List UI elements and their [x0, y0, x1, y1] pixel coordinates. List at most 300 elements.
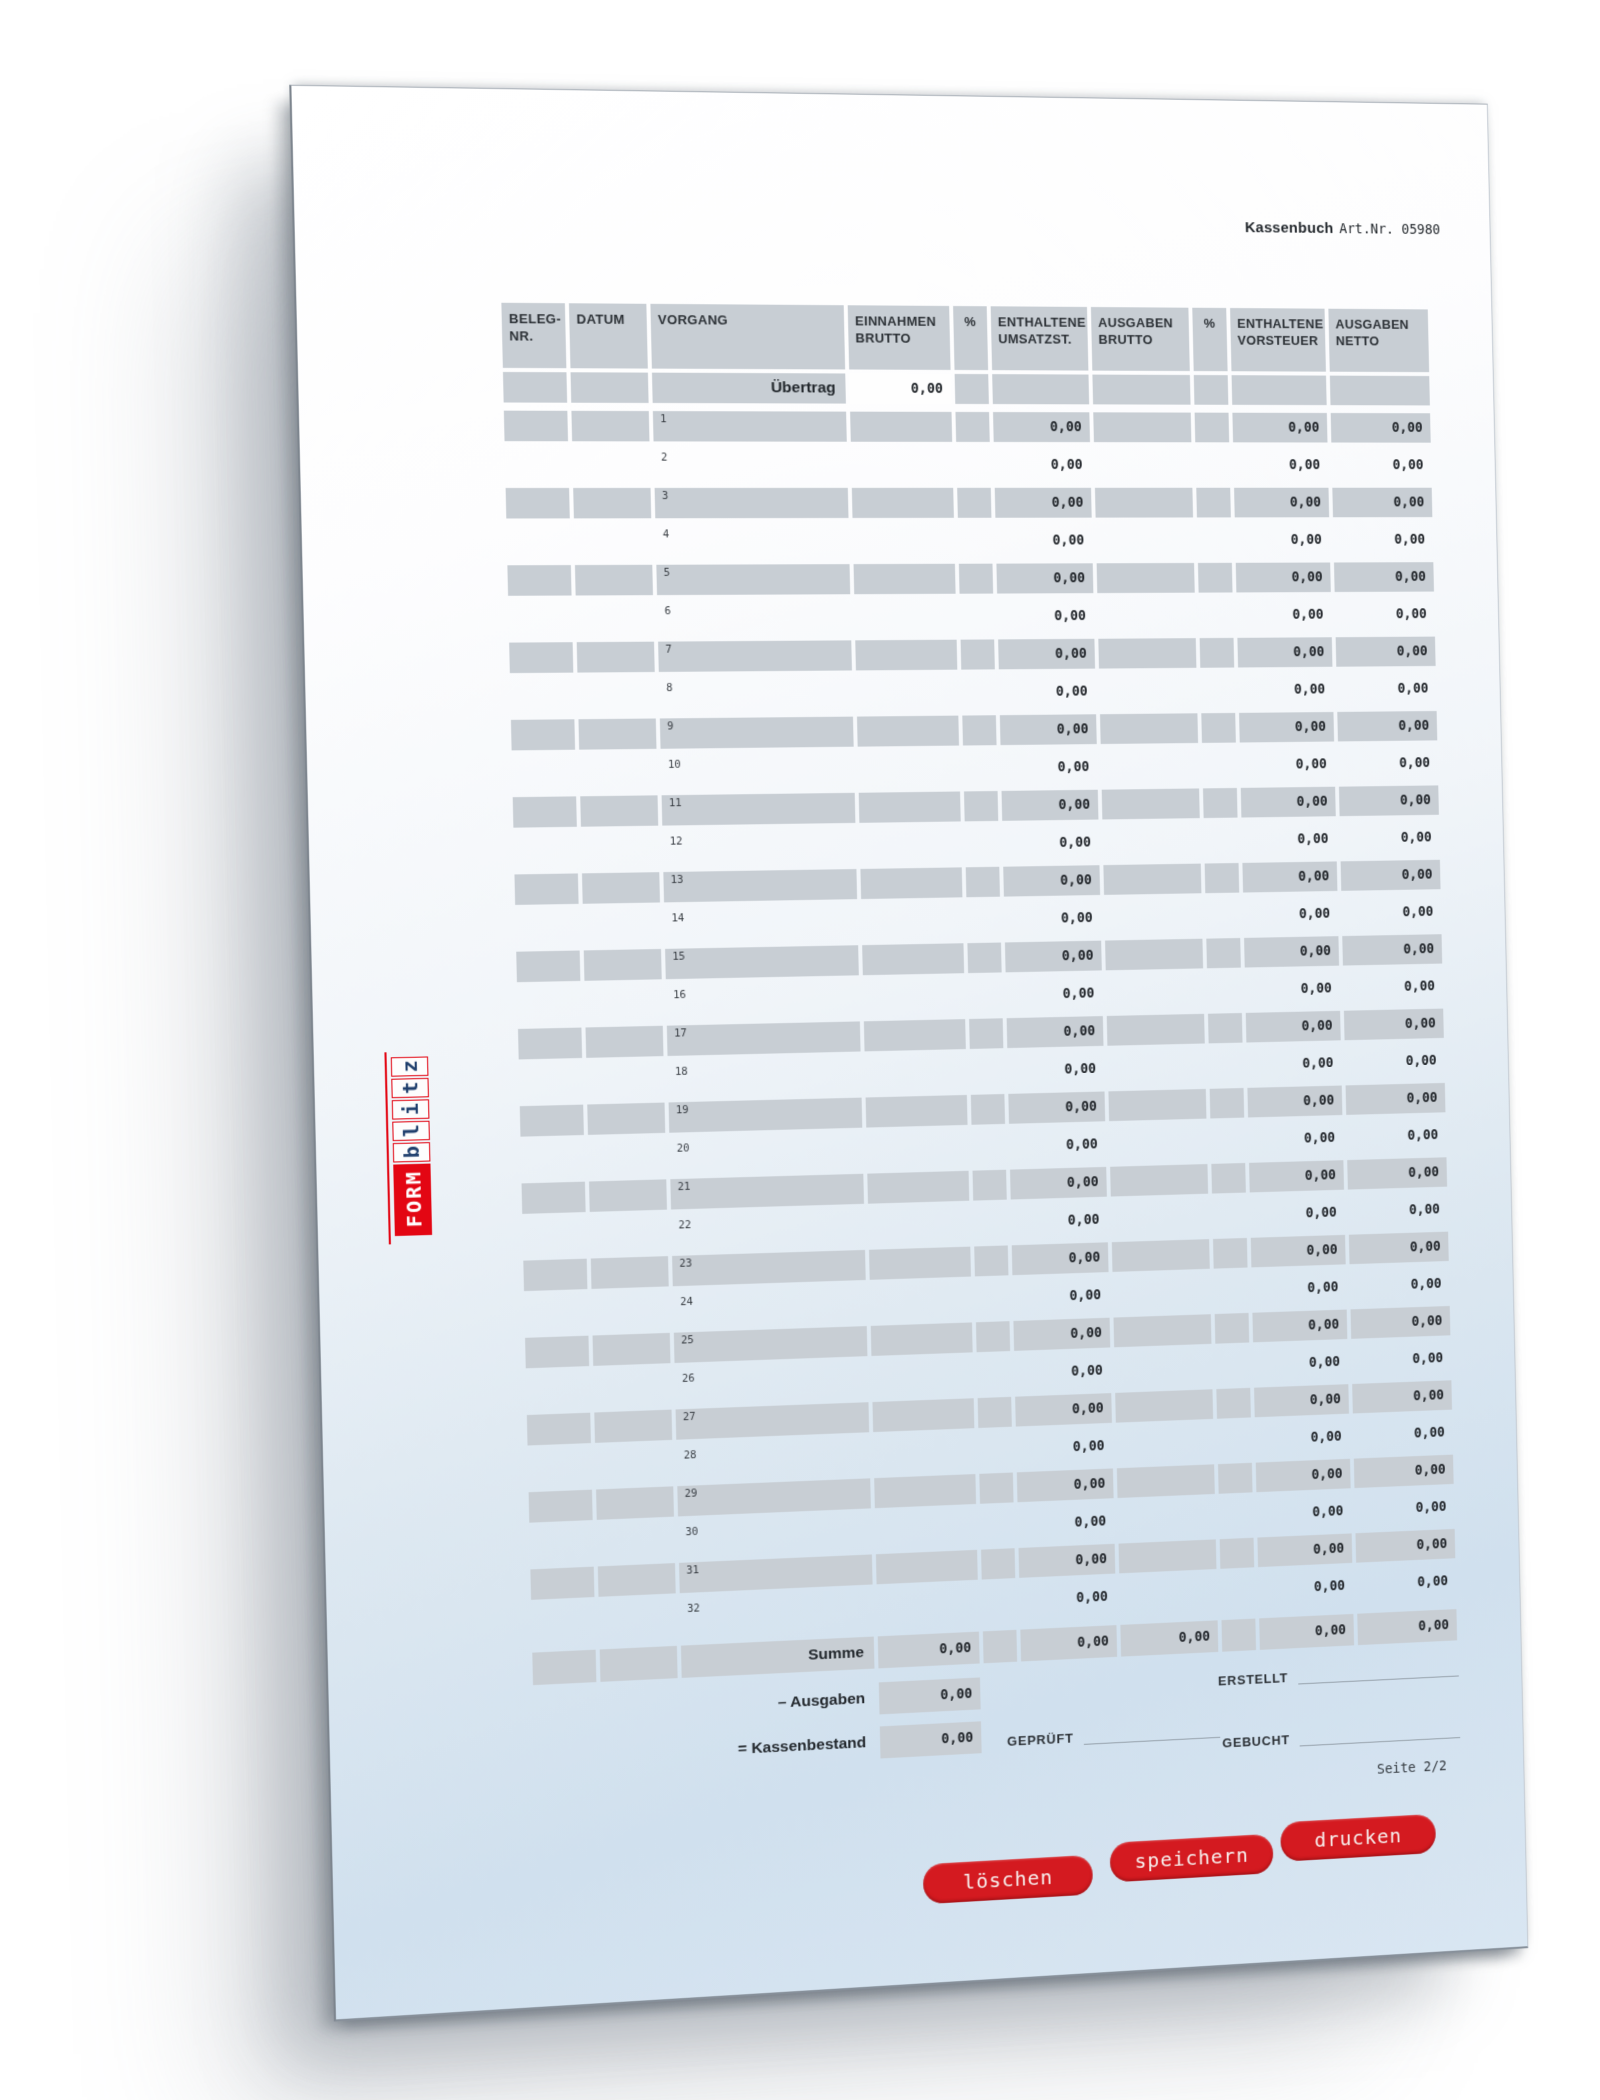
cell-datum[interactable]: [573, 488, 651, 518]
cell-ausgaben-brutto[interactable]: [1113, 1277, 1211, 1310]
cell-datum[interactable]: [580, 795, 658, 826]
cell-einnahmen-brutto[interactable]: [867, 1171, 969, 1204]
cell-prozent-1[interactable]: [976, 1321, 1010, 1352]
cell-ausgaben-brutto[interactable]: [1092, 375, 1190, 405]
cell-prozent-2[interactable]: [1219, 1500, 1254, 1531]
cell-einnahmen-brutto[interactable]: [861, 905, 963, 937]
cell-vorgang[interactable]: [665, 945, 859, 979]
cell-prozent-1[interactable]: [955, 412, 989, 442]
cell-einnahmen-brutto[interactable]: [863, 981, 965, 1013]
cell-prozent-1[interactable]: [979, 1473, 1013, 1504]
cell-vorsteuer[interactable]: 0,00: [1252, 1310, 1347, 1343]
cell-ausgaben-brutto[interactable]: [1110, 1164, 1208, 1197]
cell-prozent-1[interactable]: [962, 715, 996, 745]
cell-vorgang[interactable]: [668, 1060, 862, 1095]
cell-vorgang[interactable]: [669, 1098, 863, 1133]
cell-datum[interactable]: [584, 949, 662, 981]
cell-vorgang[interactable]: [664, 907, 858, 941]
cell-beleg-nr[interactable]: [506, 527, 570, 558]
cell-prozent-2[interactable]: [1198, 563, 1233, 593]
cell-umsatzst[interactable]: 0,00: [1002, 790, 1099, 821]
cell-umsatzst[interactable]: 0,00: [1074, 1513, 1107, 1531]
cell-prozent-1[interactable]: [974, 1245, 1008, 1276]
cell-datum[interactable]: [571, 372, 649, 403]
cell-einnahmen-brutto[interactable]: [852, 488, 954, 518]
cell-ausgaben-netto[interactable]: 0,00: [1415, 1498, 1447, 1516]
cell-beleg-nr[interactable]: [505, 449, 569, 480]
cell-datum[interactable]: [585, 987, 663, 1019]
cell-datum[interactable]: [590, 1218, 668, 1251]
cell-beleg-nr[interactable]: [524, 1297, 588, 1330]
cell-datum[interactable]: [599, 1601, 677, 1635]
cell-vorsteuer[interactable]: 0,00: [1302, 1055, 1334, 1072]
cell-datum[interactable]: [593, 1333, 671, 1366]
cell-ausgaben-netto[interactable]: 0,00: [1337, 711, 1437, 741]
cell-datum[interactable]: [594, 1410, 672, 1443]
cell-einnahmen-brutto[interactable]: [851, 450, 953, 480]
summe-einnahmen[interactable]: 0,00: [878, 1632, 980, 1669]
cell-ausgaben-netto[interactable]: 0,00: [1412, 1350, 1444, 1368]
cell-datum[interactable]: [586, 1026, 664, 1058]
cell-beleg-nr[interactable]: [532, 1650, 596, 1685]
cell-umsatzst[interactable]: 0,00: [1067, 1211, 1100, 1229]
cell-vorgang[interactable]: [666, 983, 860, 1017]
cell-prozent-2[interactable]: [1208, 1013, 1243, 1043]
cell-einnahmen-brutto[interactable]: [862, 943, 964, 975]
cell-beleg-nr[interactable]: [529, 1490, 593, 1523]
cell-vorsteuer[interactable]: 0,00: [1232, 413, 1327, 443]
cell-ausgaben-netto[interactable]: 0,00: [1341, 860, 1441, 891]
cell-vorgang[interactable]: [654, 449, 848, 479]
cell-einnahmen-brutto[interactable]: [853, 526, 955, 556]
cell-ausgaben-brutto[interactable]: [1104, 901, 1202, 932]
cell-einnahmen-brutto[interactable]: [877, 1588, 979, 1623]
cell-prozent-2[interactable]: [1213, 1238, 1248, 1269]
cell-ausgaben-brutto[interactable]: [1113, 1314, 1211, 1347]
cell-prozent-1[interactable]: [957, 488, 991, 518]
cell-einnahmen-brutto[interactable]: [856, 678, 958, 709]
cell-datum[interactable]: [582, 872, 660, 904]
cell-ausgaben-brutto[interactable]: [1100, 713, 1198, 744]
cell-einnahmen-brutto[interactable]: [860, 829, 962, 861]
cell-ausgaben-brutto[interactable]: [1108, 1051, 1206, 1083]
cell-datum[interactable]: [571, 411, 649, 442]
cell-einnahmen-brutto[interactable]: [865, 1057, 967, 1089]
cell-vorsteuer[interactable]: 0,00: [1307, 1279, 1339, 1297]
cell-ausgaben-netto[interactable]: 0,00: [1400, 829, 1432, 846]
cell-ausgaben-brutto[interactable]: [1103, 864, 1201, 895]
cell-datum[interactable]: [592, 1294, 670, 1327]
cell-ausgaben-netto[interactable]: 0,00: [1334, 562, 1434, 592]
cell-datum[interactable]: [600, 1646, 678, 1682]
summe-umsatzst[interactable]: 0,00: [1020, 1625, 1117, 1661]
cell-beleg-nr[interactable]: [530, 1567, 594, 1600]
cell-beleg-nr[interactable]: [522, 1182, 586, 1214]
cell-prozent-2[interactable]: [1205, 863, 1240, 893]
cell-ausgaben-netto[interactable]: 0,00: [1403, 978, 1436, 995]
cell-vorsteuer[interactable]: 0,00: [1247, 1086, 1342, 1118]
cell-vorgang[interactable]: [653, 411, 847, 442]
cell-umsatzst[interactable]: 0,00: [1072, 1438, 1105, 1456]
cell-ausgaben-netto[interactable]: 0,00: [1331, 413, 1431, 443]
cell-umsatzst[interactable]: 0,00: [996, 563, 1093, 593]
cell-beleg-nr[interactable]: [529, 1528, 593, 1561]
cell-prozent-2[interactable]: [1210, 1088, 1245, 1118]
cell-umsatzst[interactable]: 0,00: [998, 639, 1095, 670]
cell-datum[interactable]: [598, 1563, 676, 1597]
cell-prozent-2[interactable]: [1200, 675, 1235, 705]
cell-prozent-2[interactable]: [1206, 938, 1241, 968]
cell-ausgaben-netto[interactable]: 0,00: [1339, 785, 1439, 816]
cell-vorsteuer[interactable]: [1232, 375, 1327, 405]
cell-ausgaben-brutto[interactable]: [1114, 1352, 1212, 1385]
cell-vorsteuer[interactable]: 0,00: [1246, 1011, 1341, 1043]
cell-ausgaben-netto[interactable]: 0,00: [1405, 1052, 1437, 1070]
cell-datum[interactable]: [581, 834, 659, 866]
cell-ausgaben-brutto[interactable]: [1097, 563, 1195, 593]
cell-umsatzst[interactable]: 0,00: [1010, 1167, 1107, 1200]
cell-vorsteuer[interactable]: 0,00: [1310, 1428, 1342, 1446]
cell-prozent-1[interactable]: [956, 450, 990, 480]
cell-beleg-nr[interactable]: [513, 796, 577, 827]
cell-datum[interactable]: [578, 718, 656, 749]
cell-prozent-2[interactable]: [1210, 1125, 1245, 1156]
cell-ausgaben-brutto[interactable]: [1118, 1502, 1216, 1536]
cell-einnahmen-brutto[interactable]: [869, 1247, 971, 1280]
cell-beleg-nr[interactable]: [518, 1028, 582, 1060]
cell-einnahmen-brutto[interactable]: [864, 1019, 966, 1051]
cell-beleg-nr[interactable]: [515, 912, 579, 944]
cell-prozent-1[interactable]: [978, 1397, 1012, 1428]
cell-vorgang[interactable]: [658, 640, 852, 672]
cell-datum[interactable]: [577, 642, 655, 673]
cell-umsatzst[interactable]: 0,00: [1070, 1362, 1104, 1380]
cell-datum[interactable]: [574, 526, 652, 557]
cell-prozent-2[interactable]: [1196, 488, 1231, 518]
cell-beleg-nr[interactable]: [525, 1336, 589, 1369]
cell-prozent-1[interactable]: [965, 829, 999, 859]
cell-beleg-nr[interactable]: [522, 1220, 586, 1252]
cell-umsatzst[interactable]: 0,00: [1017, 1468, 1114, 1502]
cell-ausgaben-brutto[interactable]: [1111, 1202, 1209, 1235]
cell-prozent-1[interactable]: [967, 905, 1001, 936]
cell-datum[interactable]: [589, 1179, 667, 1212]
cell-beleg-nr[interactable]: [517, 989, 581, 1021]
cell-vorsteuer[interactable]: 0,00: [1298, 905, 1331, 923]
cell-vorgang[interactable]: [656, 564, 850, 595]
cell-vorsteuer[interactable]: 0,00: [1257, 1533, 1352, 1567]
cell-ausgaben-netto[interactable]: 0,00: [1398, 755, 1431, 772]
cell-umsatzst[interactable]: 0,00: [1054, 608, 1087, 625]
cell-netto[interactable]: [1330, 376, 1430, 406]
cell-ausgaben-brutto[interactable]: [1103, 826, 1201, 857]
cell-vorgang[interactable]: [678, 1516, 872, 1554]
cell-beleg-nr[interactable]: [511, 719, 575, 750]
cell-prozent-2[interactable]: [1216, 1350, 1251, 1381]
cell-ausgaben-brutto[interactable]: [1107, 1014, 1205, 1046]
cell-ausgaben-brutto[interactable]: [1098, 638, 1196, 668]
cell-umsatzst[interactable]: 0,00: [1013, 1318, 1110, 1351]
cell-prozent-1[interactable]: [963, 753, 997, 783]
cell-vorgang[interactable]: [675, 1364, 869, 1401]
cell-prozent-2[interactable]: [1199, 600, 1234, 630]
cell-prozent-1[interactable]: [961, 677, 995, 707]
cell-prozent-2[interactable]: [1202, 750, 1237, 780]
cell-ausgaben-netto[interactable]: 0,00: [1344, 1009, 1444, 1041]
cell-vorsteuer[interactable]: 0,00: [1297, 831, 1329, 848]
cell-datum[interactable]: [572, 449, 650, 479]
cell-prozent-1[interactable]: [975, 1283, 1009, 1314]
cell-einnahmen-brutto[interactable]: [855, 640, 957, 671]
cell-beleg-nr[interactable]: [508, 604, 572, 635]
cell-einnahmen-brutto[interactable]: [872, 1398, 974, 1432]
kassenbestand-value[interactable]: 0,00: [880, 1721, 982, 1758]
cell-ausgaben-brutto[interactable]: [1102, 788, 1200, 819]
cell-prozent-1[interactable]: [971, 1094, 1005, 1125]
cell-vorgang[interactable]: [662, 831, 856, 864]
cell-prozent-2[interactable]: [1194, 375, 1229, 405]
cell-prozent-1[interactable]: [959, 564, 993, 594]
summe-ausgaben-brutto[interactable]: 0,00: [1120, 1620, 1218, 1656]
cell-prozent-2[interactable]: [1221, 1619, 1256, 1652]
uebertrag-einnahmen-input[interactable]: 0,00: [849, 373, 951, 403]
cell-prozent-2[interactable]: [1197, 525, 1232, 555]
cell-prozent-2[interactable]: [1205, 900, 1240, 930]
cell-vorsteuer[interactable]: 0,00: [1242, 861, 1337, 892]
cell-umsatzst[interactable]: 0,00: [1019, 1544, 1116, 1578]
cell-prozent-2[interactable]: [1204, 825, 1239, 855]
cell-umsatzst[interactable]: 0,00: [1055, 683, 1088, 700]
cell-vorgang[interactable]: [663, 869, 857, 902]
cell-ausgaben-netto[interactable]: 0,00: [1354, 1455, 1454, 1488]
cell-ausgaben-brutto[interactable]: [1101, 751, 1199, 782]
cell-prozent-1[interactable]: [964, 791, 998, 821]
cell-prozent-1[interactable]: [973, 1208, 1007, 1239]
cell-prozent-1[interactable]: [973, 1170, 1007, 1201]
cell-prozent-1[interactable]: [968, 980, 1002, 1011]
cell-vorgang[interactable]: [672, 1250, 866, 1286]
cell-ausgaben-netto[interactable]: 0,00: [1342, 934, 1442, 965]
cell-vorsteuer[interactable]: 0,00: [1236, 563, 1331, 593]
cell-ausgaben-netto[interactable]: 0,00: [1351, 1306, 1451, 1339]
cell-umsatzst[interactable]: [992, 374, 1089, 404]
cell-beleg-nr[interactable]: [509, 642, 573, 673]
cell-ausgaben-brutto[interactable]: [1099, 676, 1197, 707]
cell-prozent-2[interactable]: [1209, 1050, 1244, 1080]
cell-ausgaben-netto[interactable]: 0,00: [1332, 488, 1432, 518]
cell-vorgang[interactable]: [676, 1402, 870, 1440]
cell-prozent-1[interactable]: [978, 1435, 1012, 1466]
cell-beleg-nr[interactable]: [503, 372, 567, 403]
cell-vorgang[interactable]: [674, 1326, 868, 1363]
cell-prozent-1[interactable]: [980, 1510, 1014, 1541]
cell-vorsteuer[interactable]: 0,00: [1249, 1160, 1344, 1192]
cell-ausgaben-brutto[interactable]: [1109, 1126, 1207, 1158]
cell-ausgaben-netto[interactable]: 0,00: [1408, 1201, 1441, 1219]
cell-datum[interactable]: [596, 1486, 674, 1520]
cell-vorgang[interactable]: [679, 1554, 873, 1593]
cell-vorsteuer[interactable]: 0,00: [1305, 1204, 1338, 1222]
cell-umsatzst[interactable]: 0,00: [1057, 759, 1090, 776]
cell-prozent-2[interactable]: [1207, 975, 1242, 1005]
cell-umsatzst[interactable]: 0,00: [1007, 1016, 1104, 1048]
cell-vorsteuer[interactable]: 0,00: [1256, 1459, 1351, 1492]
cell-prozent-1[interactable]: [955, 374, 989, 404]
cell-beleg-nr[interactable]: [531, 1605, 595, 1638]
cell-vorgang[interactable]: [670, 1174, 864, 1210]
cell-einnahmen-brutto[interactable]: [850, 412, 952, 442]
cell-umsatzst[interactable]: 0,00: [995, 488, 1092, 518]
cell-einnahmen-brutto[interactable]: [870, 1285, 972, 1318]
cell-einnahmen-brutto[interactable]: [859, 791, 961, 822]
cell-beleg-nr[interactable]: [506, 488, 570, 519]
cell-beleg-nr[interactable]: [519, 1066, 583, 1098]
cell-vorsteuer[interactable]: 0,00: [1295, 756, 1328, 773]
cell-prozent-2[interactable]: [1195, 413, 1230, 443]
cell-vorgang[interactable]: [661, 755, 855, 787]
cell-datum[interactable]: [587, 1103, 665, 1135]
cell-ausgaben-netto[interactable]: 0,00: [1402, 903, 1434, 921]
cell-ausgaben-brutto[interactable]: [1095, 488, 1193, 518]
cell-datum[interactable]: [575, 565, 653, 596]
cell-ausgaben-brutto[interactable]: [1108, 1089, 1206, 1121]
cell-vorsteuer[interactable]: 0,00: [1290, 532, 1323, 548]
cell-datum[interactable]: [588, 1141, 666, 1173]
cell-datum[interactable]: [578, 680, 656, 711]
cell-beleg-nr[interactable]: [527, 1413, 591, 1446]
cell-ausgaben-netto[interactable]: 0,00: [1395, 606, 1428, 623]
cell-vorsteuer[interactable]: 0,00: [1292, 606, 1324, 623]
cell-vorgang[interactable]: [671, 1212, 865, 1248]
cell-umsatzst[interactable]: 0,00: [1060, 909, 1093, 927]
cell-einnahmen-brutto[interactable]: [874, 1474, 976, 1508]
cell-umsatzst[interactable]: 0,00: [1050, 456, 1083, 473]
cell-umsatzst[interactable]: 0,00: [1064, 1060, 1097, 1078]
cell-einnahmen-brutto[interactable]: [873, 1436, 975, 1470]
cell-vorgang[interactable]: [680, 1592, 874, 1631]
cell-prozent-2[interactable]: [1215, 1313, 1250, 1344]
cell-beleg-nr[interactable]: [504, 411, 568, 442]
cell-umsatzst[interactable]: 0,00: [1008, 1091, 1105, 1123]
cell-vorgang[interactable]: [673, 1288, 867, 1325]
cell-prozent-1[interactable]: [969, 1018, 1003, 1049]
cell-prozent-2[interactable]: [1217, 1425, 1252, 1456]
cell-einnahmen-brutto[interactable]: [858, 754, 960, 785]
ausgaben-value[interactable]: 0,00: [879, 1677, 981, 1714]
cell-prozent-2[interactable]: [1218, 1463, 1253, 1494]
cell-umsatzst[interactable]: 0,00: [1069, 1287, 1102, 1305]
loeschen-button[interactable]: löschen: [923, 1855, 1093, 1905]
cell-beleg-nr[interactable]: [510, 681, 574, 712]
cell-vorsteuer[interactable]: 0,00: [1251, 1235, 1346, 1268]
cell-ausgaben-netto[interactable]: 0,00: [1394, 531, 1426, 548]
cell-vorsteuer[interactable]: 0,00: [1239, 712, 1334, 743]
cell-einnahmen-brutto[interactable]: [872, 1360, 974, 1394]
cell-ausgaben-netto[interactable]: 0,00: [1417, 1573, 1449, 1591]
cell-prozent-1[interactable]: [960, 602, 994, 632]
cell-prozent-1[interactable]: [970, 1056, 1004, 1087]
cell-vorsteuer[interactable]: 0,00: [1254, 1384, 1349, 1417]
cell-ausgaben-brutto[interactable]: [1116, 1427, 1214, 1461]
cell-prozent-2[interactable]: [1216, 1388, 1251, 1419]
cell-datum[interactable]: [597, 1525, 675, 1559]
cell-vorgang[interactable]: [677, 1478, 871, 1516]
cell-prozent-2[interactable]: [1203, 788, 1238, 818]
cell-umsatzst[interactable]: 0,00: [1015, 1393, 1112, 1426]
cell-umsatzst[interactable]: 0,00: [1003, 865, 1100, 896]
cell-ausgaben-brutto[interactable]: [1115, 1389, 1213, 1422]
cell-beleg-nr[interactable]: [514, 835, 578, 866]
cell-vorgang[interactable]: [657, 602, 851, 633]
cell-vorsteuer[interactable]: 0,00: [1234, 488, 1329, 518]
speichern-button[interactable]: speichern: [1110, 1834, 1274, 1883]
cell-datum[interactable]: [579, 757, 657, 788]
cell-einnahmen-brutto[interactable]: [866, 1095, 968, 1128]
cell-umsatzst[interactable]: 0,00: [1012, 1242, 1109, 1275]
cell-beleg-nr[interactable]: [528, 1451, 592, 1484]
cell-vorgang[interactable]: [655, 488, 849, 518]
cell-prozent-1[interactable]: [977, 1359, 1011, 1390]
cell-einnahmen-brutto[interactable]: [854, 602, 956, 633]
cell-vorsteuer[interactable]: 0,00: [1241, 787, 1336, 818]
cell-vorsteuer[interactable]: 0,00: [1308, 1353, 1341, 1371]
cell-ausgaben-brutto[interactable]: [1112, 1239, 1210, 1272]
cell-einnahmen-brutto[interactable]: [857, 716, 959, 747]
cell-vorsteuer[interactable]: 0,00: [1312, 1503, 1344, 1521]
cell-prozent-2[interactable]: [1221, 1575, 1256, 1606]
cell-datum[interactable]: [591, 1256, 669, 1289]
cell-prozent-2[interactable]: [1195, 450, 1230, 480]
cell-vorgang[interactable]: [669, 1136, 863, 1171]
cell-einnahmen-brutto[interactable]: [868, 1209, 970, 1242]
cell-einnahmen-brutto[interactable]: [866, 1133, 968, 1166]
cell-ausgaben-netto[interactable]: 0,00: [1349, 1232, 1449, 1265]
cell-ausgaben-netto[interactable]: 0,00: [1392, 457, 1424, 474]
cell-prozent-1[interactable]: [961, 639, 995, 669]
cell-umsatzst[interactable]: 0,00: [1000, 714, 1097, 745]
cell-vorsteuer[interactable]: 0,00: [1237, 637, 1332, 667]
cell-vorgang[interactable]: [662, 793, 856, 826]
cell-vorgang[interactable]: [676, 1440, 870, 1478]
cell-einnahmen-brutto[interactable]: [876, 1550, 978, 1584]
cell-vorsteuer[interactable]: 0,00: [1244, 936, 1339, 967]
cell-vorsteuer[interactable]: 0,00: [1288, 457, 1321, 473]
cell-ausgaben-netto[interactable]: 0,00: [1355, 1529, 1455, 1563]
cell-umsatzst[interactable]: 0,00: [1075, 1588, 1109, 1607]
cell-prozent-2[interactable]: [1201, 713, 1236, 743]
cell-ausgaben-brutto[interactable]: [1094, 450, 1192, 480]
cell-datum[interactable]: [593, 1371, 671, 1404]
cell-umsatzst[interactable]: 0,00: [1059, 834, 1092, 851]
cell-ausgaben-netto[interactable]: 0,00: [1397, 680, 1429, 697]
cell-umsatzst[interactable]: 0,00: [1065, 1136, 1099, 1154]
cell-einnahmen-brutto[interactable]: [860, 867, 962, 899]
cell-ausgaben-brutto[interactable]: [1093, 412, 1191, 442]
cell-ausgaben-brutto[interactable]: [1097, 601, 1195, 631]
cell-datum[interactable]: [576, 603, 654, 634]
cell-prozent-2[interactable]: [1212, 1200, 1247, 1231]
cell-beleg-nr[interactable]: [507, 565, 571, 596]
cell-vorsteuer[interactable]: 0,00: [1303, 1129, 1336, 1147]
cell-prozent-2[interactable]: [1214, 1275, 1249, 1306]
cell-prozent-2[interactable]: [1200, 638, 1235, 668]
cell-umsatzst[interactable]: 0,00: [993, 412, 1090, 442]
cell-prozent-1[interactable]: [983, 1630, 1017, 1663]
cell-beleg-nr[interactable]: [516, 951, 580, 983]
cell-datum[interactable]: [595, 1448, 673, 1481]
cell-einnahmen-brutto[interactable]: [875, 1512, 977, 1546]
cell-prozent-2[interactable]: [1220, 1538, 1255, 1569]
